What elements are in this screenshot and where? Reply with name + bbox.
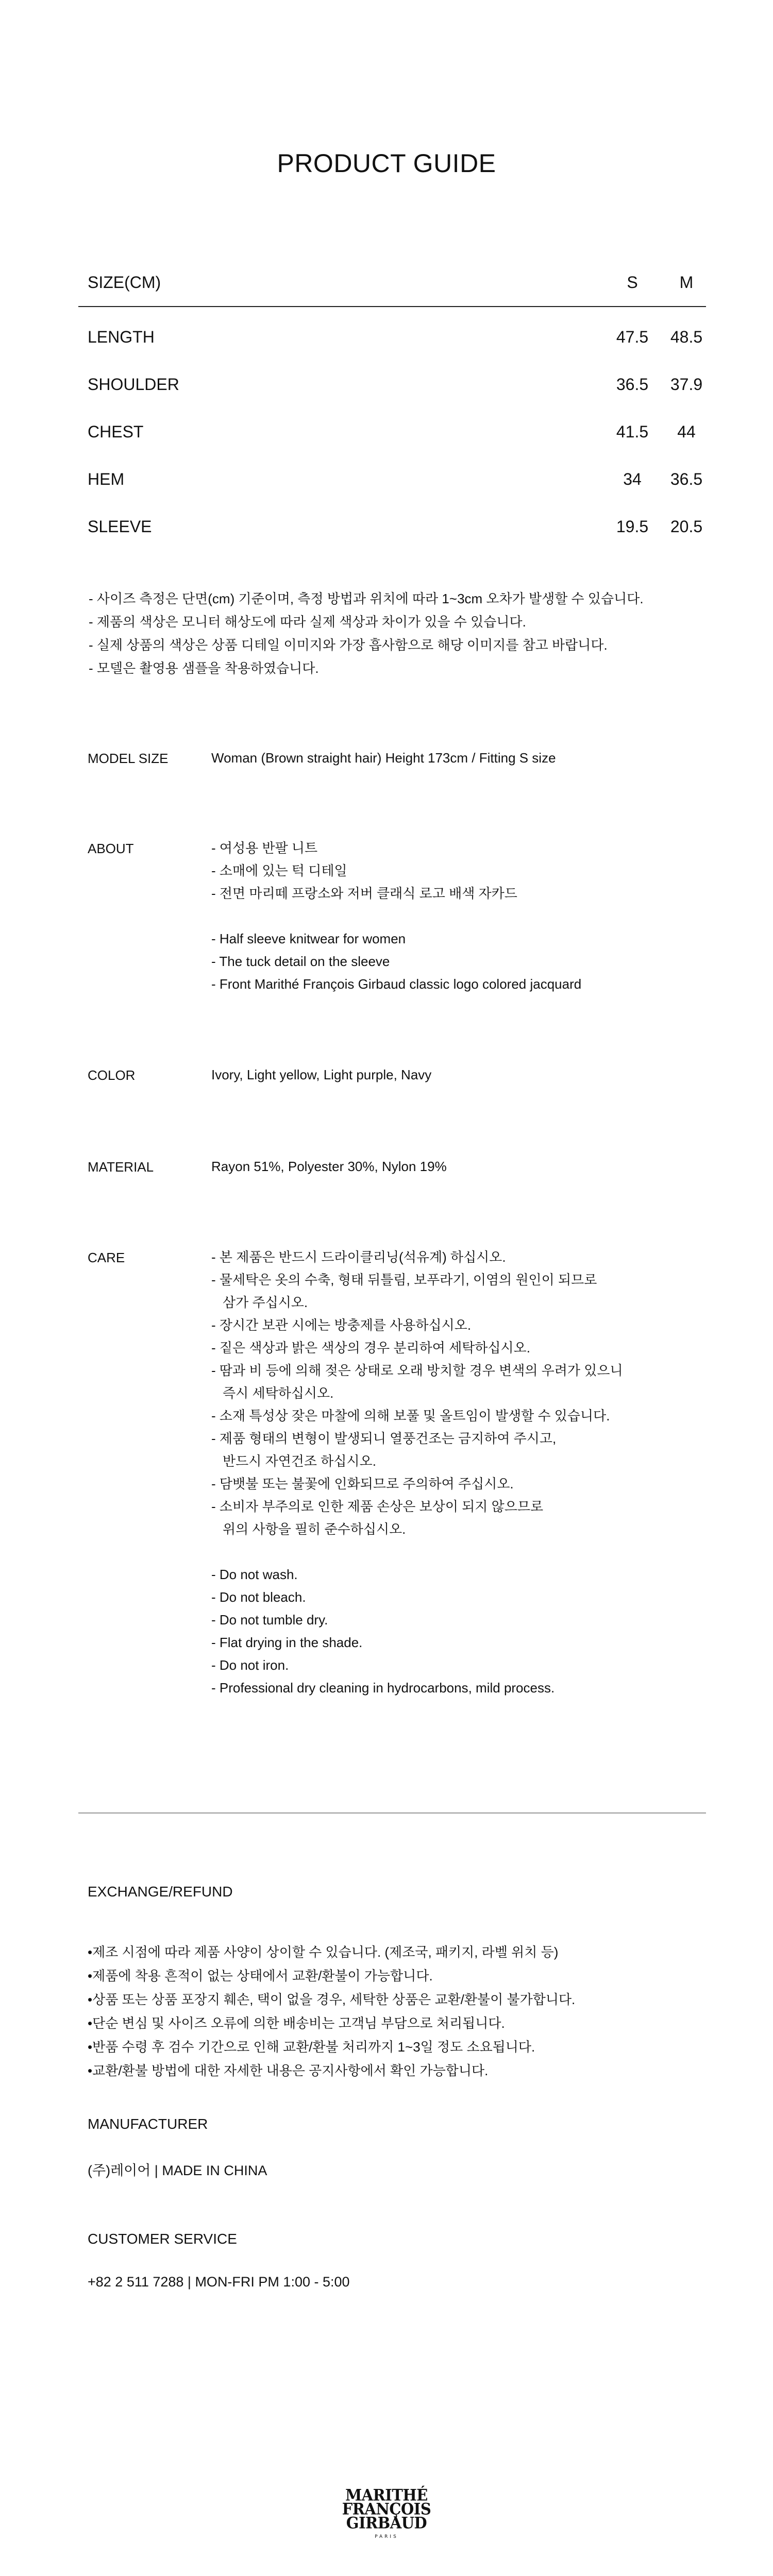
logo-line: FRANÇOIS <box>342 2500 431 2518</box>
material-label: MATERIAL <box>88 1159 154 1175</box>
about-ko-line: - 소매에 있는 턱 디테일 <box>211 863 347 878</box>
about-en-line: - Front Marithé François Girbaud classic logo colored jacquard <box>211 976 582 992</box>
row-value-m: 20.5 <box>670 517 703 536</box>
about-ko-line: - 전면 마리떼 프랑소와 저버 클래식 로고 배색 자카드 <box>211 886 517 901</box>
size-header-m: M <box>679 273 694 292</box>
exchange-list <box>88 1940 575 2082</box>
care-ko-line: - 물세탁은 옷의 수축, 형태 뒤틀림, 보푸라기, 이염의 원인이 되므로 <box>211 1272 597 1287</box>
care-en-line: - Professional dry cleaning in hydrocarbons, mild process. <box>211 1680 555 1696</box>
care-en-line: - Do not iron. <box>211 1657 289 1673</box>
care-ko-line: - 소재 특성상 잦은 마찰에 의해 보풀 및 올트임이 발생할 수 있습니다. <box>211 1408 610 1423</box>
care-ko-line: 즉시 세탁하십시오. <box>223 1385 334 1401</box>
care-en-line: - Flat drying in the shade. <box>211 1635 363 1650</box>
size-header-label: SIZE(CM) <box>88 273 161 292</box>
size-header-s: S <box>627 273 638 292</box>
page-title: PRODUCT GUIDE <box>277 149 496 178</box>
manufacturer-title: MANUFACTURER <box>88 2116 208 2132</box>
about-en-line: - Half sleeve knitwear for women <box>211 931 406 946</box>
exchange-title <box>88 1884 233 1900</box>
care-ko-line: - 짙은 색상과 밝은 색상의 경우 분리하여 세탁하십시오. <box>211 1340 530 1355</box>
row-value-m: 48.5 <box>670 328 703 346</box>
care-ko-line: 반드시 자연건조 하십시오. <box>223 1453 376 1469</box>
table-row <box>78 497 706 544</box>
customer-service-value: +82 2 511 7288 | MON-FRI PM 1:00 - 5:00 <box>88 2274 350 2290</box>
exchange-title-text: EXCHANGE/REFUND <box>88 1884 233 1900</box>
list-item: •반품 수령 후 검수 기간으로 인해 교환/환불 처리까지 1~3일 정도 소요됩니다. <box>88 2039 535 2055</box>
row-label: HEM <box>88 470 125 488</box>
care-ko-line: 삼가 주십시오. <box>223 1295 308 1310</box>
row-label: CHEST <box>88 422 144 441</box>
manufacturer-section <box>88 2116 267 2179</box>
row-value-m: 37.9 <box>670 375 703 394</box>
customer-service-title: CUSTOMER SERVICE <box>88 2231 237 2247</box>
about-label: ABOUT <box>88 841 134 856</box>
row-value-s: 34 <box>623 470 642 488</box>
size-table-header <box>78 267 706 307</box>
list-item: •제품에 착용 흔적이 없는 상태에서 교환/환불이 가능합니다. <box>88 1968 433 1984</box>
row-value-s: 19.5 <box>616 517 649 536</box>
care-ko-line: - 소비자 부주의로 인한 제품 손상은 보상이 되지 않으므로 <box>211 1499 544 1514</box>
note-line: - 모델은 촬영용 샘플을 착용하였습니다. <box>89 660 319 676</box>
model-size-value: Woman (Brown straight hair) Height 173cm / Fitting S size <box>211 750 556 766</box>
section-divider <box>78 1812 706 1814</box>
size-notes <box>89 587 644 680</box>
table-row <box>78 449 706 497</box>
list-item: •제조 시점에 따라 제품 사양이 상이할 수 있습니다. (제조국, 패키지, 라벨 위치 등) <box>88 1944 559 1960</box>
material-value: Rayon 51%, Polyester 30%, Nylon 19% <box>211 1159 447 1174</box>
customer-service-section <box>88 2231 350 2290</box>
logo-line: GIRBAUD <box>346 2514 427 2532</box>
care-en-line: - Do not tumble dry. <box>211 1612 328 1628</box>
list-item: •교환/환불 방법에 대한 자세한 내용은 공지사항에서 확인 가능합니다. <box>88 2063 489 2078</box>
size-rows <box>78 307 706 544</box>
row-label: SHOULDER <box>88 375 179 394</box>
row-value-m: 36.5 <box>670 470 703 488</box>
about-en-line: - The tuck detail on the sleeve <box>211 954 390 969</box>
model-size-values <box>211 747 556 769</box>
care-values <box>211 1246 623 1699</box>
care-ko-line: - 본 제품은 반드시 드라이클리닝(석유계) 하십시오. <box>211 1249 506 1265</box>
care-en-line: - Do not bleach. <box>211 1589 306 1605</box>
list-item: •상품 또는 상품 포장지 훼손, 택이 없을 경우, 세탁한 상품은 교환/환불이 불가합니다. <box>88 1992 576 2007</box>
table-row <box>78 354 706 402</box>
table-row <box>78 307 706 354</box>
note-line: - 실제 상품의 색상은 상품 디테일 이미지와 가장 흡사함으로 해당 이미지를 참고 바랍니다. <box>89 637 608 653</box>
care-ko-line: - 담뱃불 또는 불꽃에 인화되므로 주의하여 주십시오. <box>211 1476 514 1492</box>
note-line: - 사이즈 측정은 단면(cm) 기준이며, 측정 방법과 위치에 따라 1~3cm 오차가 발생할 수 있습니다. <box>89 591 644 606</box>
material-values <box>211 1155 447 1178</box>
color-values <box>211 1063 431 1086</box>
size-table <box>78 267 706 544</box>
care-ko-line: 위의 사항을 필히 준수하십시오. <box>223 1521 406 1537</box>
list-item: •단순 변심 및 사이즈 오류에 의한 배송비는 고객님 부담으로 처리됩니다. <box>88 2015 505 2031</box>
brand-logo <box>338 2488 435 2545</box>
row-label: LENGTH <box>88 328 155 346</box>
table-row <box>78 402 706 449</box>
manufacturer-value: (주)레이어 | MADE IN CHINA <box>88 2163 267 2178</box>
care-label: CARE <box>88 1250 125 1265</box>
about-values <box>211 837 581 995</box>
row-value-s: 47.5 <box>616 328 649 346</box>
row-value-s: 41.5 <box>616 422 649 441</box>
care-en-line: - Do not wash. <box>211 1567 298 1582</box>
care-ko-line: - 땀과 비 등에 의해 젖은 상태로 오래 방치할 경우 변색의 우려가 있으니 <box>211 1363 623 1378</box>
logo-tagline: PARIS <box>375 2534 398 2539</box>
note-line: - 제품의 색상은 모니터 해상도에 따라 실제 색상과 차이가 있을 수 있습니다. <box>89 614 526 630</box>
row-value-m: 44 <box>677 422 696 441</box>
care-ko-line: - 장시간 보관 시에는 방충제를 사용하십시오. <box>211 1317 472 1333</box>
color-label: COLOR <box>88 1067 136 1083</box>
row-label: SLEEVE <box>88 517 152 536</box>
color-value: Ivory, Light yellow, Light purple, Navy <box>211 1067 432 1082</box>
row-value-s: 36.5 <box>616 375 649 394</box>
care-ko-line: - 제품 형태의 변형이 발생되니 열풍건조는 금지하여 주시고, <box>211 1431 557 1446</box>
about-ko-line: - 여성용 반팔 니트 <box>211 840 318 856</box>
model-size-label: MODEL SIZE <box>88 751 169 766</box>
logo-line: MARITHÉ <box>345 2486 428 2504</box>
